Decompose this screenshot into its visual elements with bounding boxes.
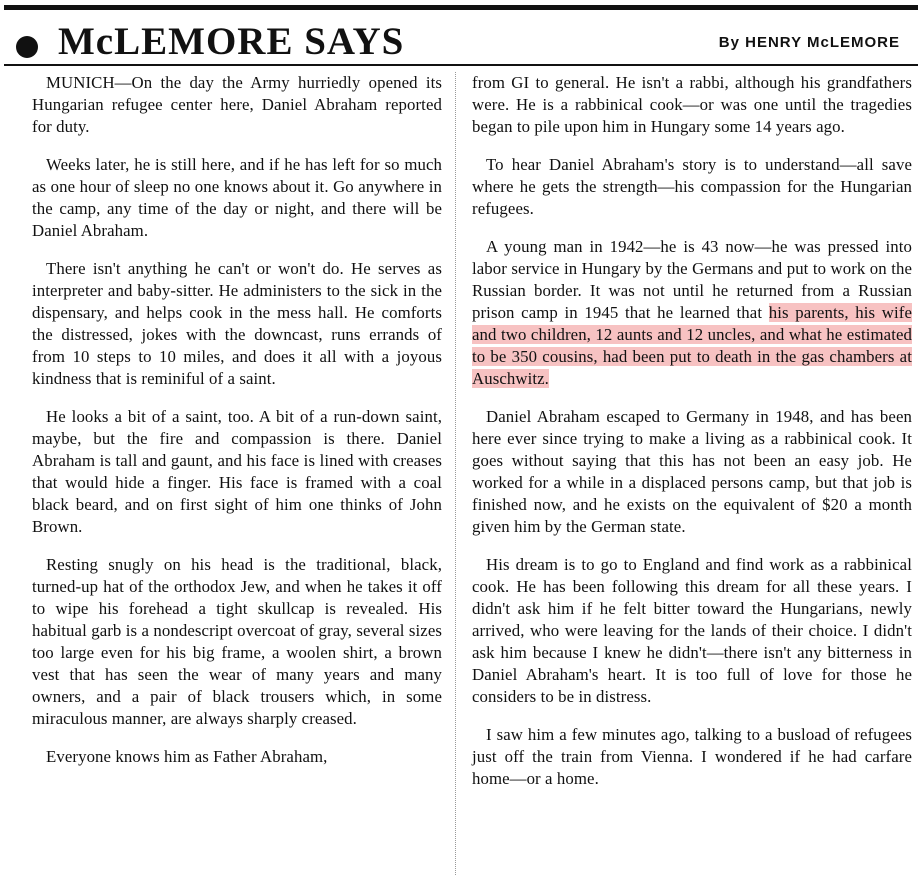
paragraph: Daniel Abraham escaped to Germany in 1948, and has been here ever since trying to make a living as a rabbinical cook. It goes without saying that this has not been an easy job. He worked for a while in a displaced persons camp, but that job is finished now, and he exists on the equivalent of $20 a month given him by the German state.	[472, 407, 912, 536]
left-column	[32, 72, 442, 784]
paragraph: There isn't anything he can't or won't do. He serves as interpreter and baby-sitter. He administers to the sick in the dispensary, and helps cook in the mess hall. He comforts the distressed, jokes with the downcast, runs errands of from 10 steps to 10 miles, and does it all with a joyous kindness that is reminiful of a saint.	[32, 259, 442, 388]
paragraph: He looks a bit of a saint, too. A bit of a run-down saint, maybe, but the fire and compassion is there. Daniel Abraham is tall and gaunt, and his face is lined with creases that would hide a finger. His face is framed with a coal black beard, and on first sight of him one thinks of John Brown.	[32, 407, 442, 536]
paragraph: Resting snugly on his head is the traditional, black, turned-up hat of the orthodox Jew, and when he takes it off to wipe his forehead a tight skullcap is revealed. His habitual garb is a nondescript overcoat of gray, several sizes too large even for his big frame, a woolen shirt, a brown vest that has seen the wear of many years and many owners, and a pair of black trousers which, in some miraculous manner, are always sharply creased.	[32, 555, 442, 728]
byline: By HENRY McLEMORE	[718, 34, 900, 51]
right-column	[472, 72, 912, 806]
paragraph	[472, 236, 912, 390]
highlighted-passage: his parents, his wife and two children, 12 aunts and 12 uncles, and what he estimated to be 350 cousins, had been put to death in the gas chambers at Auschwitz.	[472, 303, 912, 388]
paragraph: Weeks later, he is still here, and if he has left for so much as one hour of sleep no one knows about it. Go anywhere in the camp, any time of the day or night, and there will be Daniel Abraham.	[32, 155, 442, 240]
top-rule	[4, 5, 918, 10]
column-title: McLEMORE SAYS	[58, 20, 405, 63]
paragraph: MUNICH—On the day the Army hurriedly opened its Hungarian refugee center here, Daniel Abraham reported for duty.	[32, 73, 442, 136]
paragraph: To hear Daniel Abraham's story is to understand—all save where he gets the strength—his compassion for the Hungarian refugees.	[472, 155, 912, 218]
column-header	[4, 12, 918, 64]
header-rule	[4, 64, 918, 66]
paragraph: Everyone knows him as Father Abraham,	[46, 747, 328, 766]
paragraph-text: A young man in 1942—he is 43 now—he was pressed into labor service in Hungary by the Germans and put to work on the Russian border. It was not until he returned from a Russian prison camp in 1945 that he learned that	[472, 237, 912, 322]
paragraph: from GI to general. He isn't a rabbi, although his grandfathers were. He is a rabbinical cook—or was one until the tragedies began to pile upon him in Hungary some 14 years ago.	[472, 73, 912, 136]
paragraph: His dream is to go to England and find work as a rabbinical cook. He has been following this dream for all these years. I didn't ask him if he felt bitter toward the Hungarians, newly arrived, who were leaving for the lands of their choice. I didn't ask him because I knew he didn't—there isn't any bitterness in Daniel Abraham's heart. It is too full of love for those he considers to be in distress.	[472, 555, 912, 706]
paragraph: I saw him a few minutes ago, talking to a busload of refugees just off the train from Vienna. I wondered if he had carfare home—or a home.	[472, 725, 912, 788]
bullet-icon	[16, 36, 38, 58]
column-divider	[455, 72, 456, 875]
